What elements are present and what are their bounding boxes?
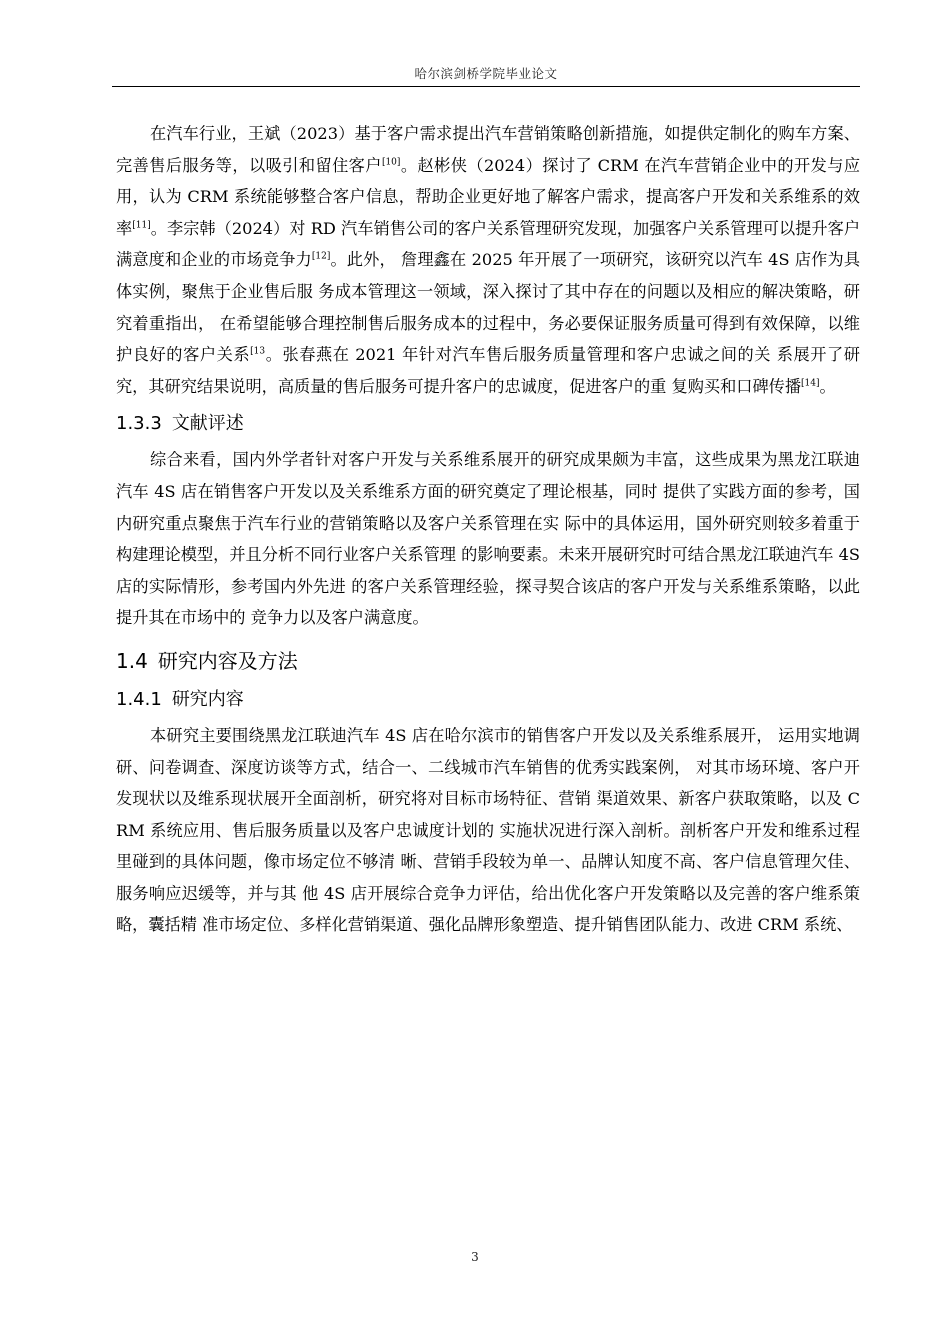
section-title: 研究内容	[171, 688, 244, 710]
citation: [12]	[311, 251, 331, 262]
citation: [10]	[381, 157, 401, 168]
section-number: 1.4	[116, 648, 148, 673]
paragraph-domestic-research	[116, 118, 860, 402]
section-title: 文献评述	[171, 413, 244, 435]
section-number: 1.4.1	[116, 688, 162, 710]
section-number: 1.3.3	[116, 413, 162, 435]
citation: [14]	[801, 378, 820, 389]
running-header: 哈尔滨剑桥学院毕业论文	[414, 66, 558, 81]
citation: [11]	[132, 220, 151, 231]
paragraph-text: 。赵彬侠（2024）探讨了 CRM 在汽车营销企业中的开发与应用，认为 CRM 系统能够整合客户信息，帮助企业更好地了解客户需求，提高客户开发和关系维系的效率	[116, 155, 861, 238]
header-rule	[112, 86, 860, 87]
section-heading-1-4-1	[116, 684, 860, 716]
paragraph-research-content: 本研究主要围绕黑龙江联迪汽车 4S 店在哈尔滨市的销售客户开发以及关系维系展开， 运用实地调研、问卷调查、深度访谈等方式，结合一、二线城市汽车销售的优秀实践案例， 对其市场环境、客户开发现状以及维系现状展开全面剖析，研究将对目标市场特征、营销 渠道效果、新客户获取策略，以及 CRM 系统应用、售后服务质量以及客户忠诚度计划的 实施状况进行深入剖析。剖析客户开发和维系过程里碰到的具体问题，像市场定位不够清 晰、营销手段较为单一、品牌认知度不高、客户信息管理欠佳、服务响应迟缓等，并与其 他 4S 店开展综合竞争力评估，给出优化客户开发策略以及完善的客户维系策略，囊括精 准市场定位、多样化营销渠道、强化品牌形象塑造、提升销售团队能力、改进 CRM 系统、	[116, 725, 860, 935]
section-heading-1-4	[116, 644, 860, 678]
paragraph-text: 在汽车行业，王斌（2023）基于客户需求提出汽车营销策略创新措施，如提供定制化的购车方案、完善售后服务等，以吸引和留住客户	[116, 124, 860, 175]
paragraph-text: 。李宗韩（2024）对 RD 汽车销售公司的客户关系管理研究发现，加强客户关系管理可以提升客户满意度和企业的市场竞争力	[116, 218, 861, 270]
paragraph-text: 。此外， 詹理鑫在 2025 年开展了一项研究，该研究以汽车 4S 店作为具体实例，聚焦于企业售后服 务成本管理这一领域，深入探讨了其中存在的问题以及相应的解决策略，研究着重指出， 在希望能够合理控制售后服务成本的过程中，务必要保证服务质量可得到有效保障，以维 护良好的客户关系	[116, 250, 861, 365]
paragraph-text: 。张春燕在 2021 年针对汽车售后服务质量管理和客户忠诚之间的关 系展开了研究，其研究结果说明，高质量的售后服务可提升客户的忠诚度，促进客户的重 复购买和口碑传播	[116, 345, 860, 396]
citation: [13	[250, 346, 266, 357]
page-body	[116, 118, 860, 941]
paragraph-text: 。	[819, 376, 836, 396]
section-heading-1-3-3	[116, 408, 860, 440]
paragraph-literature-review: 综合来看，国内外学者针对客户开发与关系维系展开的研究成果颇为丰富，这些成果为黑龙江联迪汽车 4S 店在销售客户开发以及关系维系方面的研究奠定了理论根基，同时 提供了实践方面的参考，国内研究重点聚焦于汽车行业的营销策略以及客户关系管理在实 际中的具体运用，国外研究则较多着重于构建理论模型，并且分析不同行业客户关系管理 的影响要素。未来开展研究时可结合黑龙江联迪汽车 4S 店的实际情形，参考国内外先进 的客户关系管理经验，探寻契合该店的客户开发与关系维系策略，以此提升其在市场中的 竞争力以及客户满意度。	[116, 450, 860, 628]
section-title: 研究内容及方法	[157, 648, 298, 673]
page-number: 3	[471, 1250, 479, 1264]
